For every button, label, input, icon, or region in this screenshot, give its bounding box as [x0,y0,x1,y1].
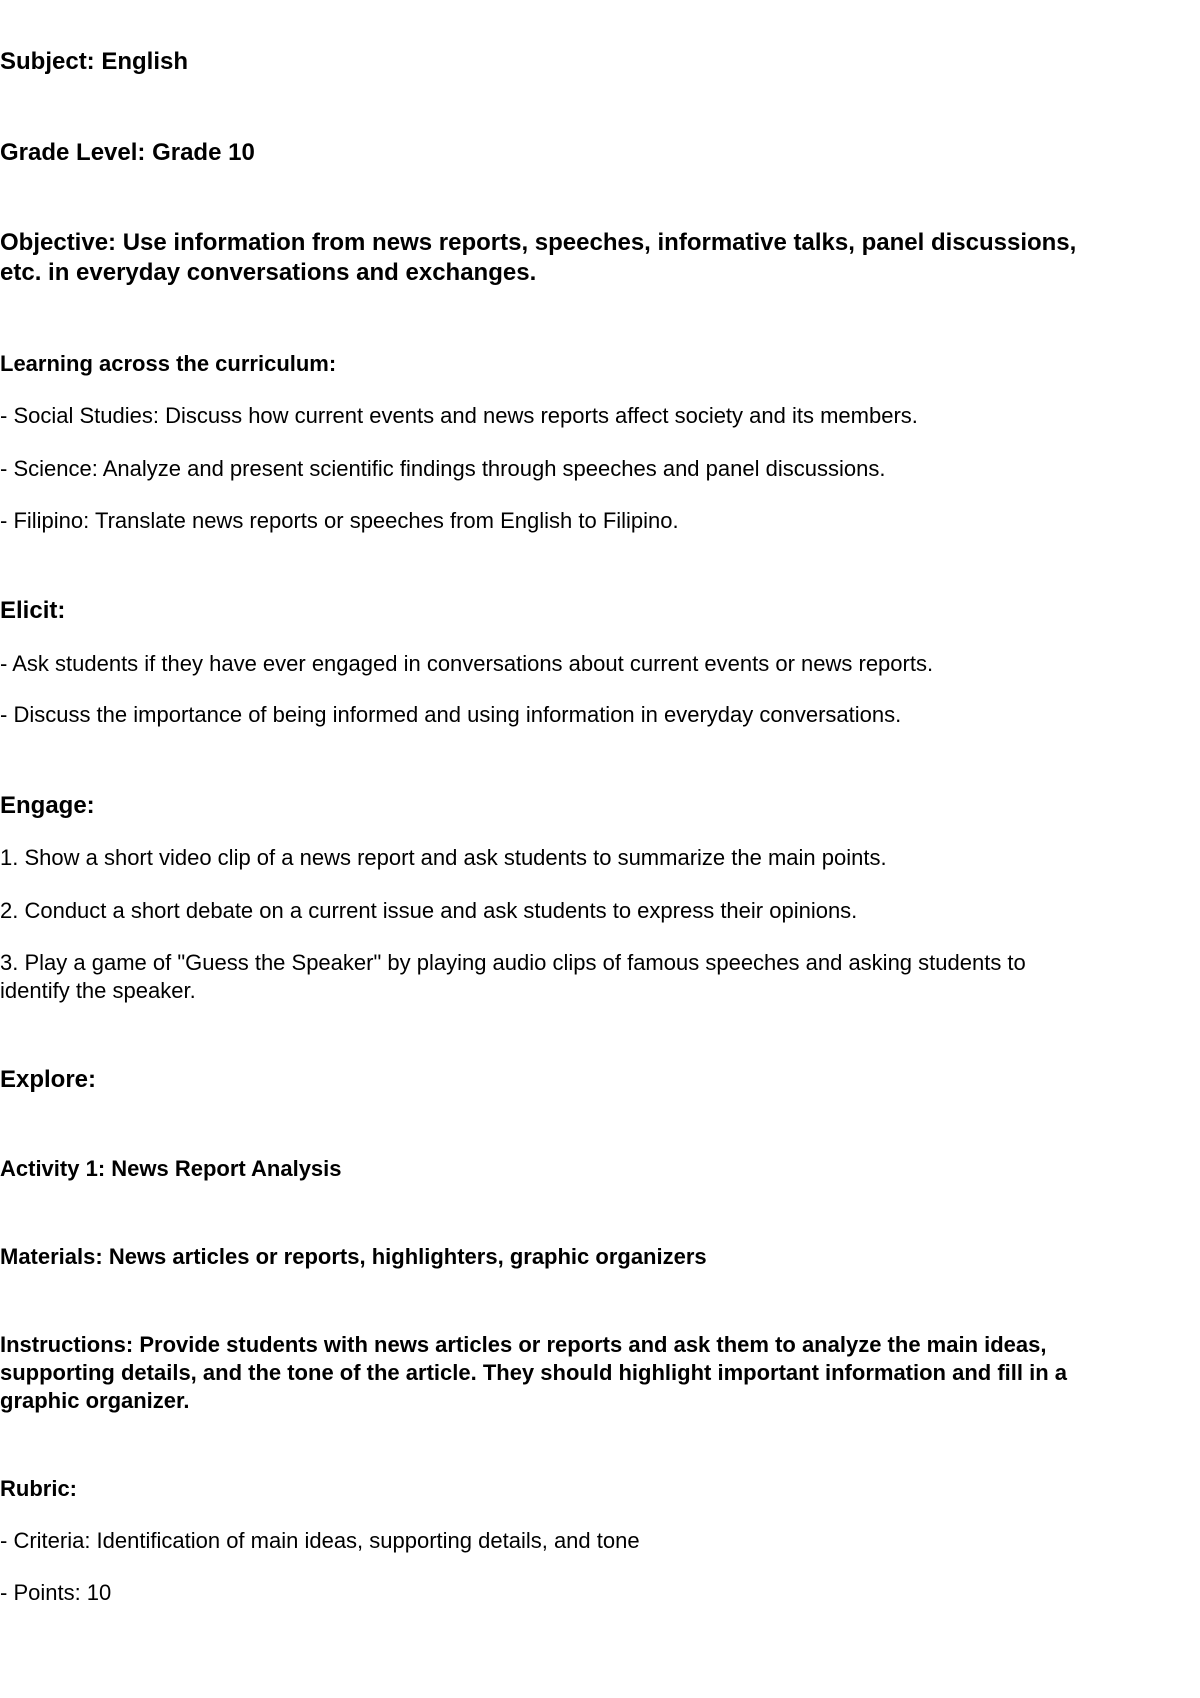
elicit-item-1: - Ask students if they have ever engaged in conversations about current events or news reports. [0,651,934,676]
grade-level-line: Grade Level: Grade 10 [0,139,255,166]
curriculum-heading: Learning across the curriculum: [0,351,337,376]
subject-line: Subject: English [0,48,189,75]
instructions-line-3: graphic organizer. [0,1388,190,1413]
materials-line: Materials: News articles or reports, highlighters, graphic organizers [0,1244,707,1269]
curriculum-item-filipino: - Filipino: Translate news reports or speeches from English to Filipino. [0,508,679,533]
rubric-points: - Points: 10 [0,1580,112,1605]
engage-item-3-line-2: identify the speaker. [0,978,196,1003]
objective-line-1: Objective: Use information from news reports, speeches, informative talks, panel discussions, [0,229,1077,256]
elicit-item-2: - Discuss the importance of being informed and using information in everyday conversations. [0,702,902,727]
engage-heading: Engage: [0,792,95,819]
rubric-heading: Rubric: [0,1476,77,1501]
instructions-line-2: supporting details, and the tone of the article. They should highlight important information and fill in a [0,1360,1068,1385]
instructions-line-1: Instructions: Provide students with news articles or reports and ask them to analyze the main ideas, [0,1332,1047,1357]
engage-item-2: 2. Conduct a short debate on a current issue and ask students to express their opinions. [0,898,858,923]
rubric-criteria: - Criteria: Identification of main ideas, supporting details, and tone [0,1528,640,1553]
activity-title: Activity 1: News Report Analysis [0,1156,342,1181]
explore-heading: Explore: [0,1066,97,1093]
curriculum-item-science: - Science: Analyze and present scientific findings through speeches and panel discussions. [0,456,886,481]
engage-item-3-line-1: 3. Play a game of "Guess the Speaker" by playing audio clips of famous speeches and asking students to [0,950,1026,975]
engage-item-1: 1. Show a short video clip of a news report and ask students to summarize the main points. [0,845,887,870]
curriculum-item-social-studies: - Social Studies: Discuss how current events and news reports affect society and its members. [0,403,918,428]
elicit-heading: Elicit: [0,597,66,624]
objective-line-2: etc. in everyday conversations and exchanges. [0,259,537,286]
